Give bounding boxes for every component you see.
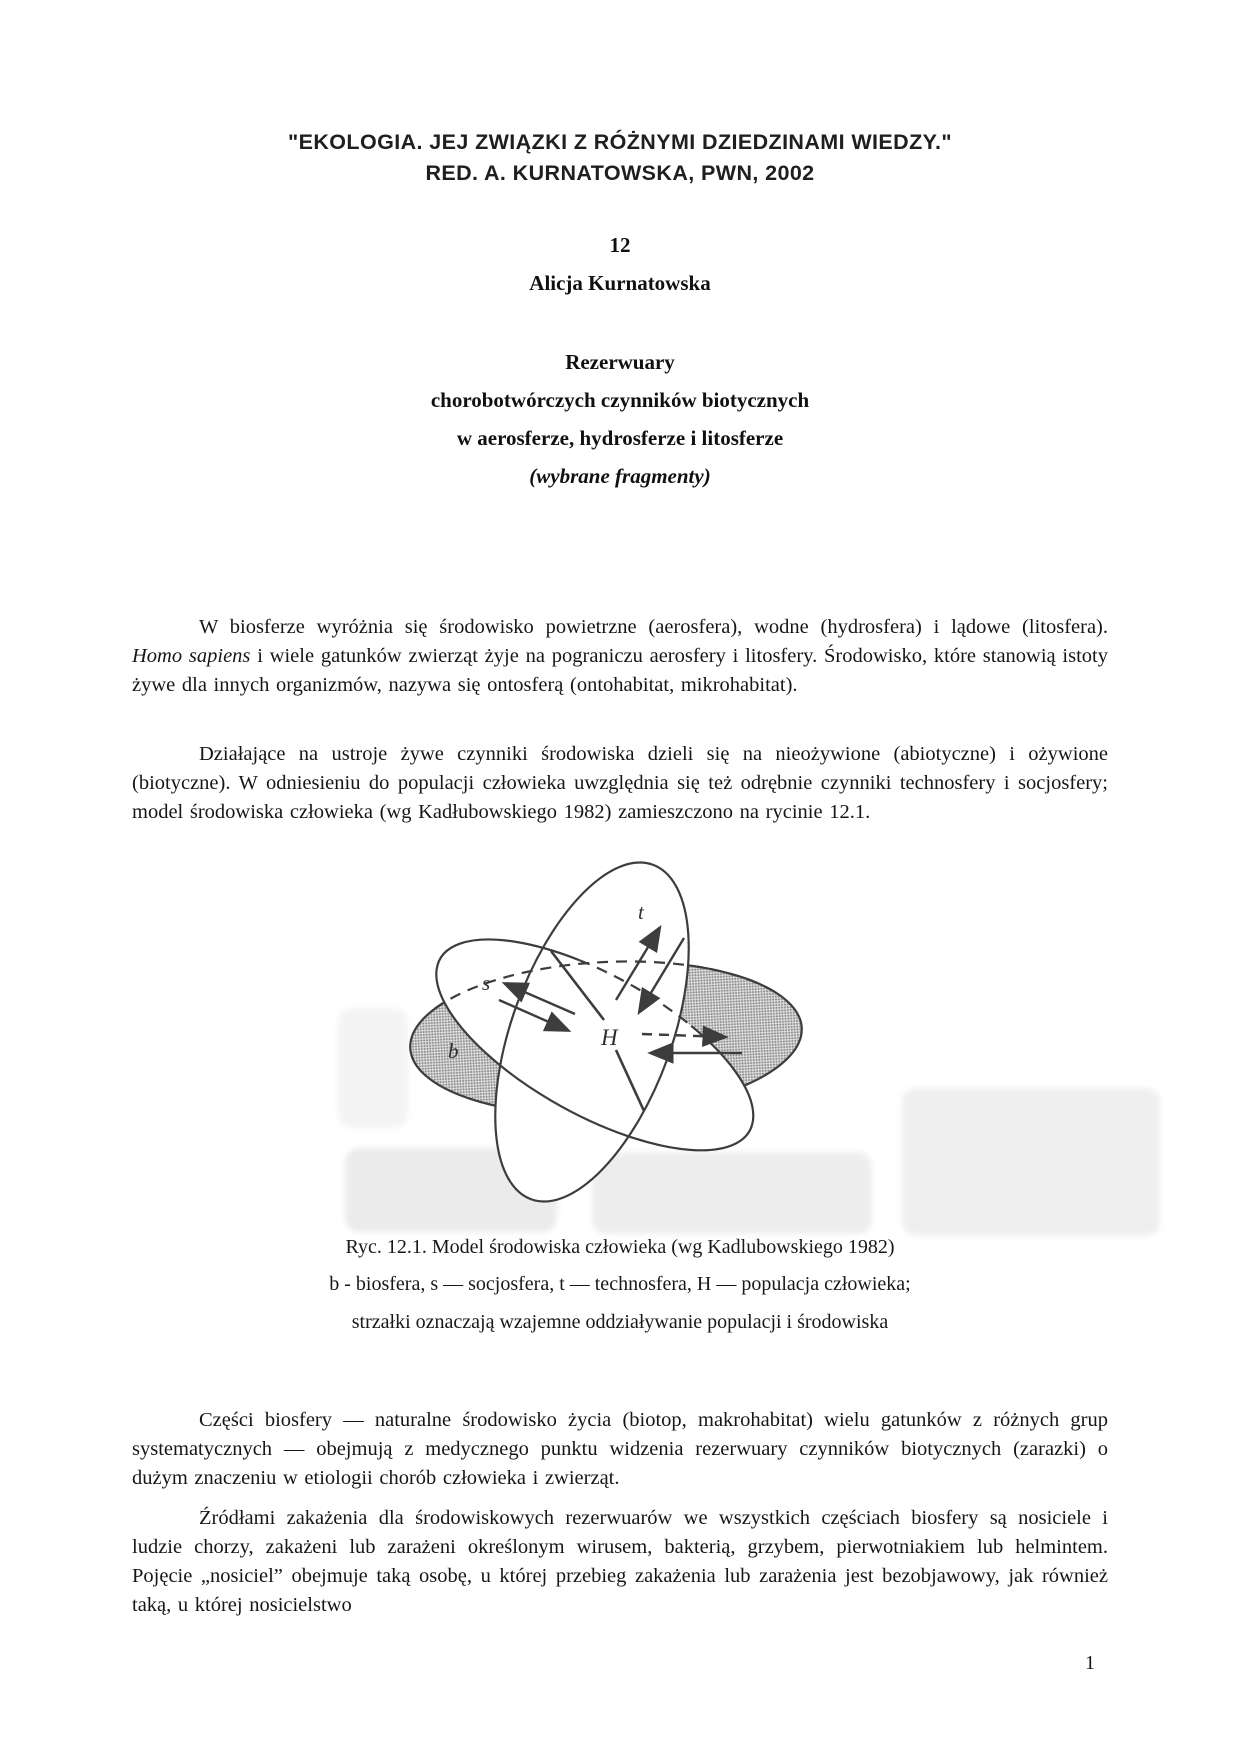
paragraph-text: Działające na ustroje żywe czynniki środowiska dzieli się na nieożywione (abiotyczne) i ożywione (biotyczne). W odniesieniu do populacji człowieka uwzględnia się też odrębnie czynniki technosfery i socjosfery; model środowiska człowieka (wg Kadłubowskiego 1982) zamieszczono na rycinie 12.1. — [132, 742, 1108, 823]
chapter-title — [0, 343, 1240, 495]
paragraph-text: Źródłami zakażenia dla środowiskowych rezerwuarów we wszystkich częściach biosfery są nosiciele i ludzie chorzy, zakażeni lub zarażeni określonym wirusem, bakterią, grzybem, pierwotniakiem lub helmintem. Pojęcie „nosiciel” obejmuje taką osobę, u której przebieg zakażenia lub zarażenia jest bezobjawowy, jak również taką, u której nosicielstwo — [132, 1506, 1108, 1616]
label-technosphere: t — [638, 900, 644, 924]
chapter-number: 12 — [609, 233, 631, 257]
chapter-title-line3: w aerosferze, hydrosferze i litosferze — [456, 426, 784, 450]
book-editor-line: RED. A. KURNATOWSKA, PWN, 2002 — [425, 161, 815, 185]
page-number: 1 — [1085, 1652, 1095, 1674]
paragraph-text: Części biosfery — naturalne środowisko życia (biotop, makrohabitat) wielu gatunków z różnych grup systematycznych — obejmują z medycznego punktu widzenia rezerwuary czynników biotycznych (zarazki) o dużym znaczeniu w etiologii chorób człowieka i zwierząt. — [132, 1408, 1108, 1489]
label-sociosphere: s — [482, 971, 491, 995]
paragraph-factors — [132, 740, 1108, 827]
paragraph-infection-sources — [132, 1504, 1108, 1620]
chapter-author: Alicja Kurnatowska — [529, 271, 711, 295]
chapter-title-line1: Rezerwuary — [565, 350, 675, 374]
label-biosphere: b — [448, 1039, 459, 1063]
paragraph-biosphere-parts — [132, 1406, 1108, 1493]
figure-environment-model — [330, 848, 950, 1233]
figure-caption-line1: Ryc. 12.1. Model środowiska człowieka (wg Kadlubowskiego 1982) — [345, 1236, 895, 1258]
label-human-population: H — [601, 1025, 618, 1050]
figure-caption-line2: b - biosfera, s — socjosfera, t — technosfera, H — populacja człowieka; — [329, 1273, 911, 1296]
chapter-title-subnote: (wybrane fragmenty) — [529, 464, 711, 488]
latin-species-name: Homo sapiens — [132, 644, 251, 667]
paragraph-text: i wiele gatunków zwierząt żyje na pograniczu aerosfery i litosfery. Środowisko, które stanowią istoty żywe dla innych organizmów, nazywa się ontosferą (ontohabitat, mikrohabitat). — [132, 644, 1109, 696]
figure-caption-line3: strzałki oznaczają wzajemne oddziaływanie populacji i środowiska — [351, 1310, 889, 1333]
book-header — [0, 127, 1240, 189]
paragraph-biosphere — [132, 613, 1108, 700]
figure-caption — [0, 1229, 1240, 1341]
paragraph-text: W biosferze wyróżnia się środowisko powietrzne (aerosfera), wodne (hydrosfera) i lądowe (litosfera). — [199, 615, 1108, 638]
book-title-line: "EKOLOGIA. JEJ ZWIĄZKI Z RÓŻNYMI DZIEDZINAMI WIEDZY." — [288, 130, 952, 154]
chapter-title-line2: chorobotwórczych czynników biotycznych — [430, 388, 810, 412]
